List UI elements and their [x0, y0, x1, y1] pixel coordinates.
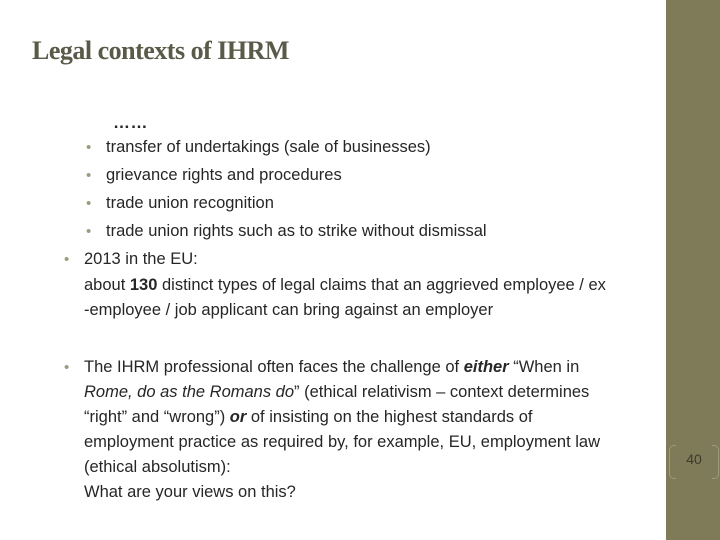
ihrm-line2: [84, 380, 589, 404]
ihrm-text: “right” and “wrong”): [84, 408, 230, 426]
eu-point-line3: -employee / job applicant can bring against an employer: [84, 301, 494, 319]
ihrm-text: “When in: [508, 358, 580, 376]
slide-title: Legal contexts of IHRM: [32, 36, 289, 65]
ihrm-line4: employment practice as required by, for example, EU, employment law: [84, 433, 600, 451]
eu-point-line1: 2013 in the EU:: [84, 250, 198, 268]
eu-text: distinct types of: [157, 276, 281, 294]
ihrm-text: of insisting on the highest standards of: [246, 408, 533, 426]
ihrm-text: The IHRM professional often faces the challenge of: [84, 358, 464, 376]
ihrm-text: ” (ethical relativism – context determines: [294, 383, 590, 401]
eu-text: that an aggrieved employee / ex: [366, 276, 606, 294]
ihrm-line6: What are your views on this?: [84, 483, 296, 501]
eu-claims-count: 130: [129, 276, 158, 294]
legal-claims-term: legal claims: [280, 276, 367, 294]
page-number-badge: [669, 445, 719, 479]
eu-point-line2: [84, 273, 606, 297]
bullet-dot: •: [64, 359, 70, 376]
or-emphasis: or: [229, 408, 247, 426]
sub-bullet-3: trade union recognition: [106, 194, 274, 212]
rome-quote: Rome, do as the Romans do: [84, 383, 295, 401]
sub-bullet-1: transfer of undertakings (sale of businesses): [106, 138, 431, 156]
bullet-dot: •: [64, 251, 70, 268]
bullet-dot: •: [86, 195, 92, 212]
eu-text: about: [84, 276, 130, 294]
sub-bullet-2: grievance rights and procedures: [106, 166, 342, 184]
ihrm-line5: (ethical absolutism):: [84, 458, 231, 476]
page-number: 40: [686, 451, 702, 467]
ihrm-line3: [84, 405, 532, 429]
bullet-dot: •: [86, 139, 92, 156]
either-emphasis: either: [463, 358, 509, 376]
bullet-dot: •: [86, 223, 92, 240]
ellipsis: ……: [113, 113, 148, 132]
bullet-dot: •: [86, 167, 92, 184]
sub-bullet-4: trade union rights such as to strike without dismissal: [106, 222, 487, 240]
ihrm-line1: [84, 355, 579, 379]
